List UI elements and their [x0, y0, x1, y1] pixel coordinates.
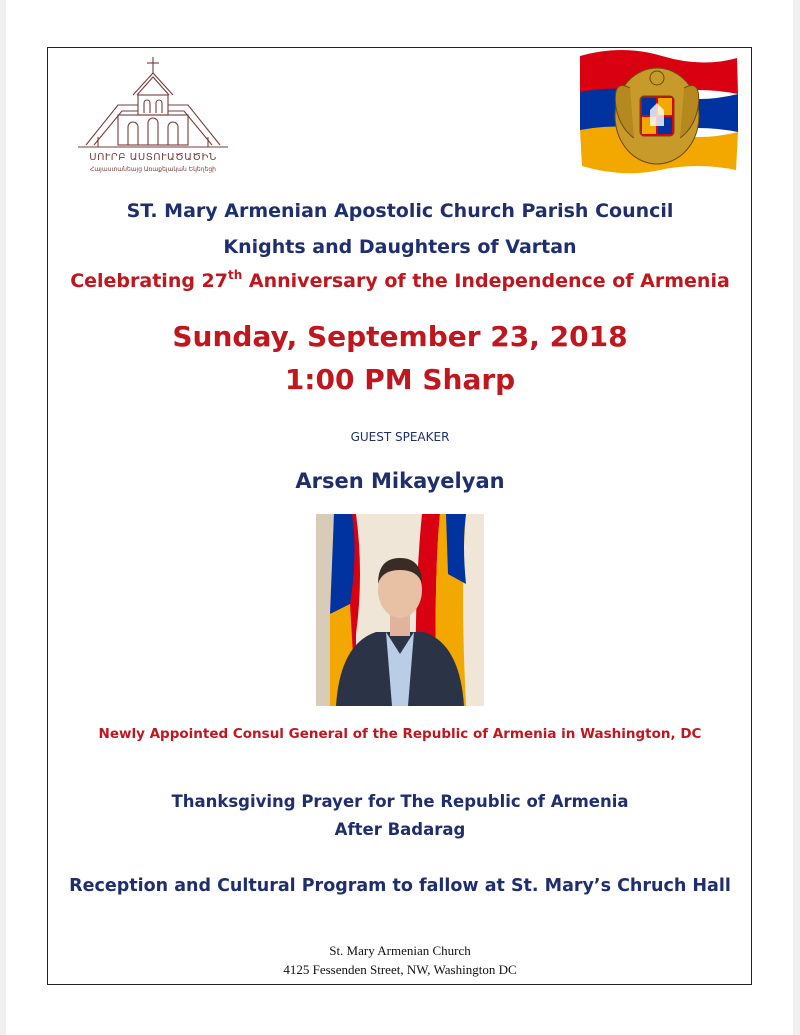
- church-name: St. Mary Armenian Church: [329, 943, 471, 958]
- coat-of-arms-icon: [615, 68, 699, 164]
- consul-general-title: Newly Appointed Consul General of the Republic of Armenia in Washington, DC: [98, 726, 702, 742]
- logo-subtext: Հայաստանեայց Առաքելական Եկեղեցի: [90, 166, 216, 173]
- after-badarag: After Badarag: [334, 820, 466, 839]
- guest-speaker-label: GUEST SPEAKER: [350, 430, 450, 444]
- thanksgiving-prayer: Thanksgiving Prayer for The Republic of Armenia: [171, 792, 629, 811]
- anniversary-heading: Celebrating 27th Anniversary of the Independence of Armenia: [70, 268, 730, 292]
- parish-council-heading: ST. Mary Armenian Apostolic Church Parish Council: [126, 200, 674, 222]
- church-address: 4125 Fessenden Street, NW, Washington DC: [283, 962, 517, 977]
- armenian-flag-emblem: [572, 48, 744, 180]
- reception-program: Reception and Cultural Program to fallow at St. Mary’s Chruch Hall: [69, 876, 731, 896]
- speaker-photo: [316, 514, 484, 706]
- event-time: 1:00 PM Sharp: [284, 363, 516, 396]
- speaker-name: Arsen Mikayelyan: [295, 469, 505, 493]
- logo-text: ՍՈՒՐԲ ԱՍՏՈՒԱԾԱԾԻՆ: [89, 152, 217, 163]
- event-date: Sunday, September 23, 2018: [172, 320, 628, 353]
- knights-daughters-heading: Knights and Daughters of Vartan: [223, 236, 577, 258]
